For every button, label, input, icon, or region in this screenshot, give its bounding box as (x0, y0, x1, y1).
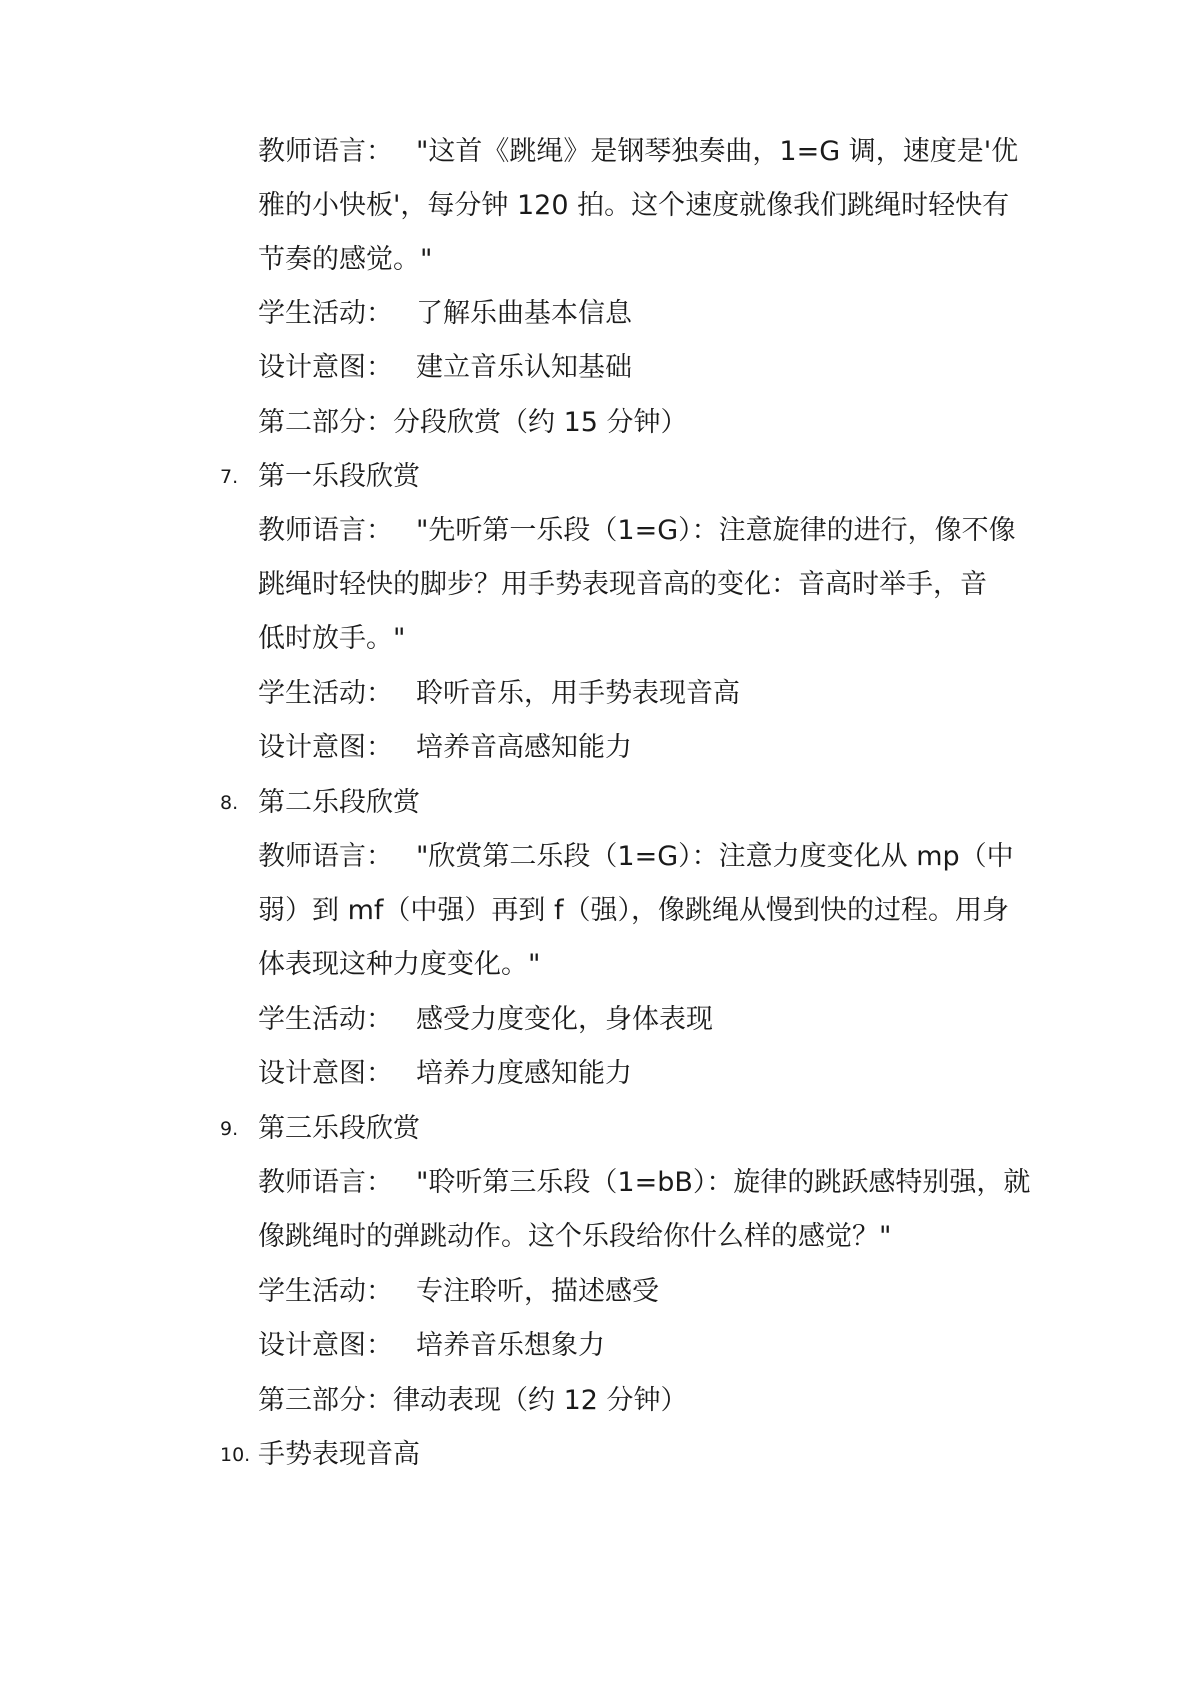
student-activity-line (258, 1000, 1038, 1040)
teacher-text-line: 弱）到 mf（中强）再到 f（强），像跳绳从慢到快的过程。用身 (258, 895, 1009, 926)
item-number: 10. (220, 1444, 251, 1466)
design-text: 建立音乐认知基础 (416, 352, 632, 383)
design-label: 设计意图： (258, 352, 393, 383)
teacher-text-line: 雅的小快板'，每分钟 120 拍。这个速度就像我们跳绳时轻快有 (258, 190, 1010, 221)
item-title: 第三乐段欣赏 (258, 1113, 420, 1144)
student-activity-line (258, 1272, 1038, 1312)
teacher-label: 教师语言： (258, 1167, 393, 1198)
student-text: 聆听音乐，用手势表现音高 (416, 678, 740, 709)
design-intent-line (258, 1326, 1038, 1366)
student-activity-line (258, 674, 1038, 714)
student-text: 了解乐曲基本信息 (416, 298, 632, 329)
design-label: 设计意图： (258, 732, 393, 763)
teacher-text-line: 跳绳时轻快的脚步？用手势表现音高的变化：音高时举手，音 (258, 569, 987, 600)
teacher-text: "聆听第三乐段（1=bB）：旋律的跳跃感特别强，就 (416, 1167, 1031, 1198)
item-title: 第一乐段欣赏 (258, 461, 420, 492)
item-number: 7. (220, 466, 239, 488)
item-title: 手势表现音高 (258, 1439, 420, 1470)
design-intent-line (258, 348, 1038, 388)
student-label: 学生活动： (258, 298, 393, 329)
student-label: 学生活动： (258, 1004, 393, 1035)
item-title: 第二乐段欣赏 (258, 787, 420, 818)
teacher-text: "欣赏第二乐段（1=G）：注意力度变化从 mp（中 (416, 841, 1014, 872)
teacher-text-line: 体表现这种力度变化。" (258, 949, 541, 980)
design-text: 培养力度感知能力 (416, 1058, 632, 1089)
design-intent-line (258, 1054, 1038, 1094)
teacher-label: 教师语言： (258, 515, 393, 546)
student-text: 专注聆听，描述感受 (416, 1276, 659, 1307)
part2-heading: 第二部分：分段欣赏（约 15 分钟） (258, 407, 688, 438)
student-label: 学生活动： (258, 1276, 393, 1307)
item-number: 9. (220, 1118, 239, 1140)
design-label: 设计意图： (258, 1058, 393, 1089)
teacher-text: "这首《跳绳》是钢琴独奏曲，1=G 调，速度是'优 (416, 136, 1019, 167)
student-text: 感受力度变化，身体表现 (416, 1004, 713, 1035)
teacher-text-line: 节奏的感觉。" (258, 244, 433, 275)
item-number: 8. (220, 792, 239, 814)
teacher-label: 教师语言： (258, 841, 393, 872)
design-label: 设计意图： (258, 1330, 393, 1361)
design-text: 培养音乐想象力 (416, 1330, 605, 1361)
teacher-text-line: 像跳绳时的弹跳动作。这个乐段给你什么样的感觉？" (258, 1221, 892, 1252)
student-label: 学生活动： (258, 678, 393, 709)
student-activity-line (258, 294, 1038, 334)
teacher-label: 教师语言： (258, 136, 393, 167)
design-intent-line (258, 728, 1038, 768)
teacher-language-line (258, 837, 1038, 877)
teacher-language-line (258, 511, 1038, 551)
teacher-language-line (258, 132, 1038, 172)
teacher-text-line: 低时放手。" (258, 623, 406, 654)
design-text: 培养音高感知能力 (416, 732, 632, 763)
teacher-language-line (258, 1163, 1038, 1203)
part3-heading: 第三部分：律动表现（约 12 分钟） (258, 1385, 688, 1416)
teacher-text: "先听第一乐段（1=G）：注意旋律的进行，像不像 (416, 515, 1016, 546)
